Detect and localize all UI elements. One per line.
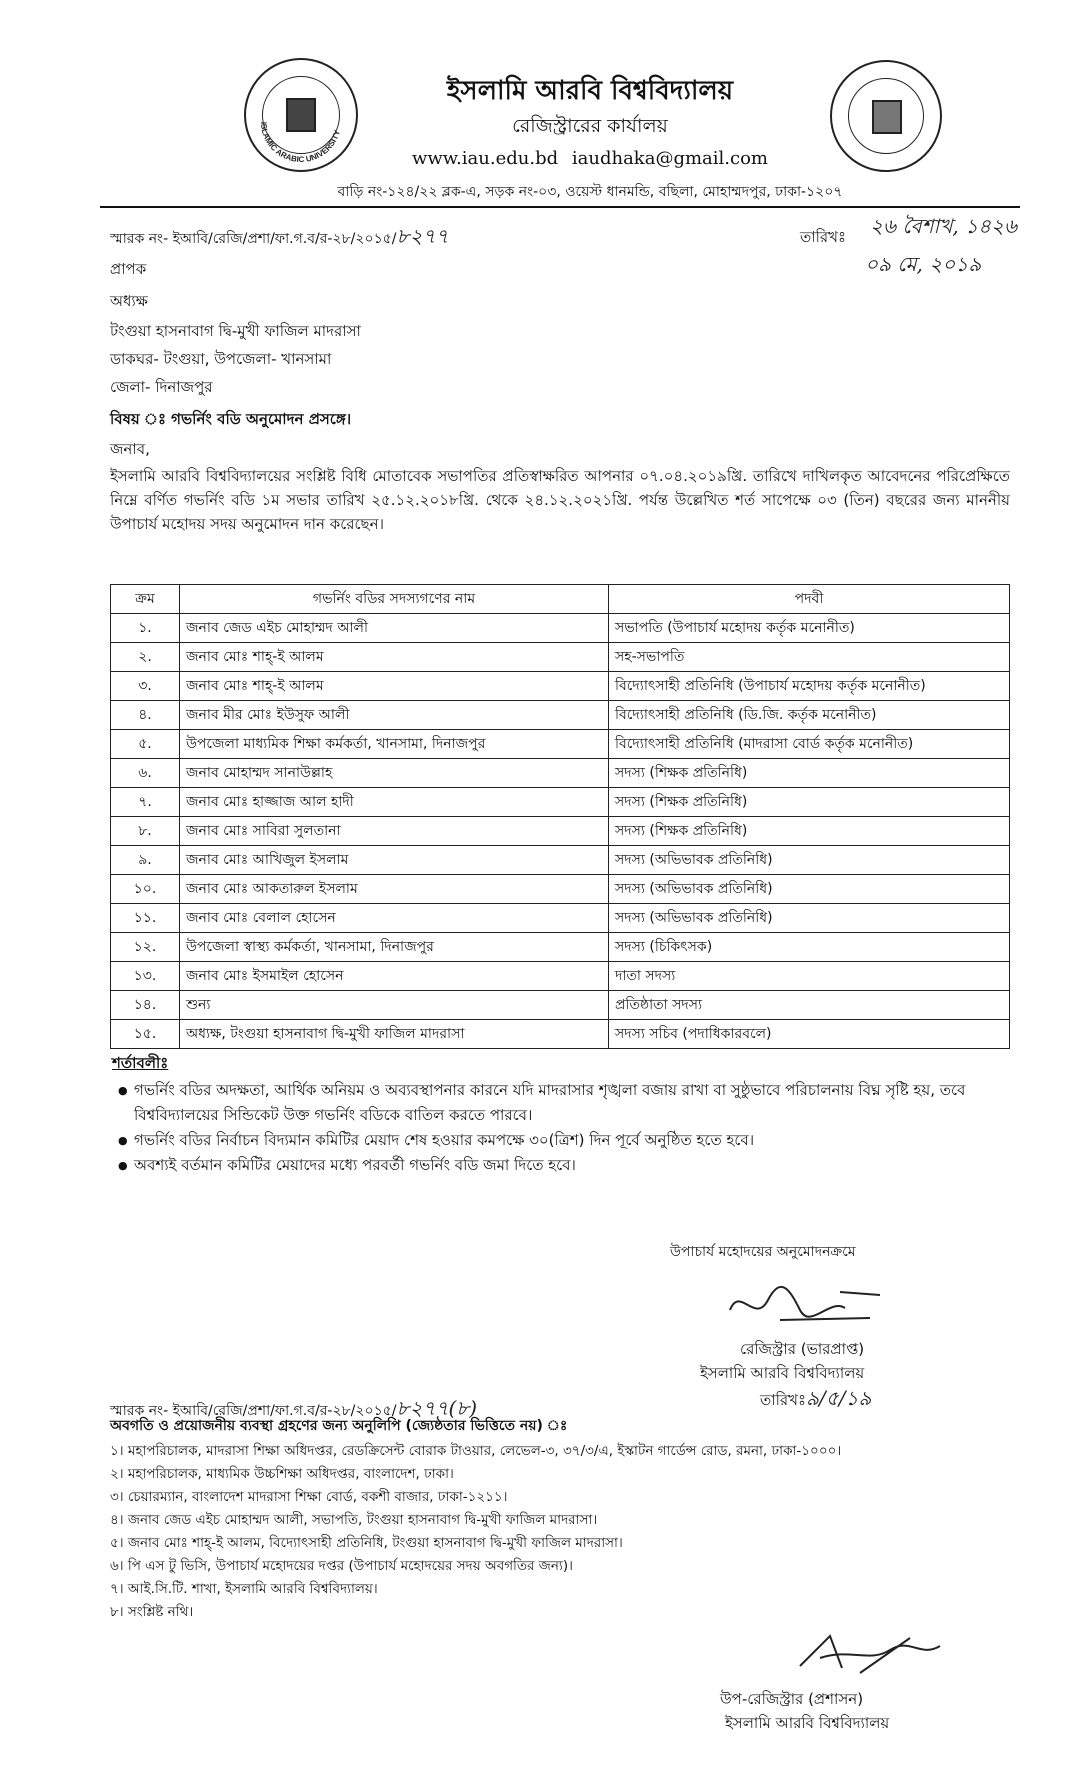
cell-post: দাতা সদস্য: [609, 962, 1010, 991]
university-name: ইসলামি আরবি বিশ্ববিদ্যালয়: [446, 76, 734, 106]
cell-member-name: জনাব মোঃ হাজ্জাজ আল হাদী: [180, 788, 609, 817]
recipient-designation: অধ্যক্ষ: [110, 292, 148, 310]
cell-member-name: জনাব মোঃ সাবিরা সুলতানা: [180, 817, 609, 846]
cell-post: বিদ্যোৎসাহী প্রতিনিধি (ডি.জি. কর্তৃক মনোনীত): [609, 701, 1010, 730]
header-post: পদবী: [609, 585, 1010, 614]
table-row: [111, 846, 1010, 875]
registrar-title: রেজিস্ট্রার (ভারপ্রাপ্ত): [740, 1340, 865, 1358]
table-row: [111, 614, 1010, 643]
recipient-institution: টংগুয়া হাসনাবাগ দ্বি-মুখী ফাজিল মাদরাসা: [110, 322, 361, 340]
cell-serial: ৮.: [111, 817, 180, 846]
cell-serial: ১০.: [111, 875, 180, 904]
table-row: [111, 730, 1010, 759]
registrar-date-label: তারিখঃ: [760, 1391, 806, 1409]
recipient-district: জেলা- দিনাজপুর: [110, 378, 213, 396]
logo-ring-text: [246, 60, 356, 170]
cell-post: সদস্য (শিক্ষক প্রতিনিধি): [609, 759, 1010, 788]
cell-post: সদস্য (শিক্ষক প্রতিনিধি): [609, 788, 1010, 817]
condition-item: ● অবশ্যই বর্তমান কমিটির মেয়াদের মধ্যে পরবর্তী গভর্নিং বডি জমা দিতে হবে।: [118, 1153, 1008, 1178]
cell-member-name: জনাব মোঃ শাহ্-ই আলম: [180, 643, 609, 672]
cell-post: সভাপতি (উপাচার্য মহোদয় কর্তৃক মনোনীত): [609, 614, 1010, 643]
cell-member-name: জনাব মোঃ ইসমাইল হোসেন: [180, 962, 609, 991]
date-gregorian-handwritten: ০৯ মে, ২০১৯: [865, 252, 982, 276]
cell-member-name: উপজেলা মাধ্যমিক শিক্ষা কর্মকর্তা, খানসামা, দিনাজপুর: [180, 730, 609, 759]
cell-serial: ৭.: [111, 788, 180, 817]
memo-number-hand: ৮২৭৭: [396, 224, 449, 248]
deputy-registrar-signature: [790, 1628, 950, 1678]
cell-post: বিদ্যোৎসাহী প্রতিনিধি (মাদরাসা বোর্ড কর্তৃক মনোনীত): [609, 730, 1010, 759]
registrar-date-hand: ৯/৫/১৯: [806, 1386, 872, 1410]
cell-member-name: জনাব মোঃ আকতারুল ইসলাম: [180, 875, 609, 904]
cell-member-name: জনাব মোঃ শাহ্-ই আলম: [180, 672, 609, 701]
cell-serial: ৯.: [111, 846, 180, 875]
cell-member-name: জনাব মোঃ আখিজুল ইসলাম: [180, 846, 609, 875]
deputy-registrar-university: ইসলামি আরবি বিশ্ববিদ্যালয়: [725, 1714, 890, 1732]
cell-member-name: জনাব মোহাম্মদ সানাউল্লাহ: [180, 759, 609, 788]
copy-recipient-item: ৬। পি এস টু ভিসি, উপাচার্য মহোদয়ের দপ্তর (উপাচার্য মহোদয়ের সদয় অবগতির জন্য)।: [110, 1558, 573, 1574]
cell-post: সদস্য (চিকিৎসক): [609, 933, 1010, 962]
copy-recipient-item: ৮। সংশ্লিষ্ট নথি।: [110, 1604, 194, 1620]
mujib-year-logo: [830, 60, 942, 172]
cell-post: সদস্য সচিব (পদাধিকারবলে): [609, 1020, 1010, 1049]
cell-serial: ১২.: [111, 933, 180, 962]
conditions-title: শর্তাবলীঃ: [112, 1054, 169, 1072]
registrar-university: ইসলামি আরবি বিশ্ববিদ্যালয়: [700, 1364, 865, 1382]
deputy-registrar-title: উপ-রেজিস্ট্রার (প্রশাসন): [720, 1690, 864, 1708]
table-row: [111, 1020, 1010, 1049]
governing-body-table: [110, 584, 1010, 1049]
office-address: বাড়ি নং-১২৪/২২ ব্লক-এ, সড়ক নং-০৩, ওয়েস্ট ধানমন্ডি, বছিলা, মোহাম্মদপুর, ঢাকা-১২০৭: [337, 184, 843, 200]
salutation: জনাব,: [110, 440, 150, 458]
cell-member-name: অধ্যক্ষ, টংগুয়া হাসনাবাগ দ্বি-মুখী ফাজিল মাদরাসা: [180, 1020, 609, 1049]
table-row: [111, 904, 1010, 933]
copy-recipients-list: [110, 1440, 1010, 1624]
cell-member-name: উপজেলা স্বাস্থ্য কর্মকর্তা, খানসামা, দিনাজপুর: [180, 933, 609, 962]
table-row: [111, 817, 1010, 846]
copy-recipient-item: ৪। জনাব জেড এইচ মোহাম্মদ আলী, সভাপতি, টংগুয়া হাসনাবাগ দ্বি-মুখী ফাজিল মাদরাসা।: [110, 1512, 598, 1528]
condition-item: ● গভর্নিং বডির নির্বাচন বিদ্যমান কমিটির মেয়াদ শেষ হওয়ার কমপক্ষে ৩০(ত্রিশ) দিন পূর্বে অনুষ্ঠিত হতে হবে।: [118, 1128, 1008, 1153]
cell-serial: ৬.: [111, 759, 180, 788]
cell-post: সদস্য (অভিভাবক প্রতিনিধি): [609, 846, 1010, 875]
cell-serial: ৫.: [111, 730, 180, 759]
copy-memo-text: স্মারক নং- ইআবি/রেজি/প্রশা/ফা.গ.ব/র-২৮/২০১৫/: [110, 1403, 397, 1419]
date-bangla-handwritten: ২৬ বৈশাখ, ১৪২৬: [870, 214, 1018, 238]
copy-memo-hand: ৮২৭৭(৮): [396, 1396, 478, 1420]
cell-serial: ১.: [111, 614, 180, 643]
cell-post: বিদ্যোৎসাহী প্রতিনিধি (উপাচার্য মহোদয় কর্তৃক মনোনীত): [609, 672, 1010, 701]
registrar-date: [760, 1384, 871, 1417]
subject-line: বিষয় ঃ গভর্নিং বডি অনুমোদন প্রসঙ্গে।: [110, 410, 352, 428]
copy-recipient-item: ২। মহাপরিচালক, মাধ্যমিক উচ্চশিক্ষা অধিদপ্তর, বাংলাদেশ, ঢাকা।: [110, 1466, 454, 1482]
cell-serial: ১৫.: [111, 1020, 180, 1049]
contact-line: [360, 148, 820, 169]
copy-recipient-item: ৩। চেয়ারম্যান, বাংলাদেশ মাদরাসা শিক্ষা বোর্ড, বকশী বাজার, ঢাকা-১২১১।: [110, 1489, 508, 1505]
table-row: [111, 875, 1010, 904]
copy-recipient-item: ৫। জনাব মোঃ শাহ্-ই আলম, বিদ্যোৎসাহী প্রতিনিধি, টংগুয়া হাসনাবাগ দ্বি-মুখী ফাজিল মাদরাসা।: [110, 1535, 623, 1551]
cell-member-name: শুন্য: [180, 991, 609, 1020]
conditions-list: [118, 1078, 1008, 1178]
cell-post: প্রতিষ্ঠাতা সদস্য: [609, 991, 1010, 1020]
condition-item: ● গভর্নিং বডির অদক্ষতা, আর্থিক অনিয়ম ও অব্যবস্থাপনার কারনে যদি মাদরাসার শৃঙ্খলা বজায় রাখা বা সুষ্ঠুভাবে পরিচালনায় বিঘ্ন সৃষ্টি হয়, তবে বিশ্ববিদ্যালয়ের সিন্ডিকেট উক্ত গভর্নিং বডিকে বাতিল করতে পারবে।: [118, 1078, 1008, 1128]
cell-serial: ৪.: [111, 701, 180, 730]
copy-recipient-item: ১। মহাপরিচালক, মাদরাসা শিক্ষা অধিদপ্তর, রেডক্রিসেন্ট বোরাক টাওয়ার, লেভেল-৩, ৩৭/৩/এ, ইস্কাটন গার্ডেন্স রোড, রমনা, ঢাকা-১০০০।: [110, 1443, 842, 1459]
table-body: [111, 614, 1010, 1049]
cell-member-name: জনাব মোঃ বেলাল হোসেন: [180, 904, 609, 933]
memo-number-text: স্মারক নং- ইআবি/রেজি/প্রশা/ফা.গ.ব/র-২৮/২০১৫/: [110, 231, 397, 247]
table-row: [111, 672, 1010, 701]
approval-note: উপাচার্য মহোদয়ের অনুমোদনক্রমে: [670, 1244, 856, 1260]
cell-post: সদস্য (শিক্ষক প্রতিনিধি): [609, 817, 1010, 846]
table-row: [111, 788, 1010, 817]
copy-title: অবগতি ও প্রয়োজনীয় ব্যবস্থা গ্রহণের জন্য অনুলিপি (জ্যেষ্ঠতার ভিত্তিতে নয়) ঃ: [110, 1418, 568, 1434]
cell-post: সহ-সভাপতি: [609, 643, 1010, 672]
cell-post: সদস্য (অভিভাবক প্রতিনিধি): [609, 875, 1010, 904]
cell-serial: ২.: [111, 643, 180, 672]
table-row: [111, 933, 1010, 962]
website-link[interactable]: www.iau.edu.bd: [411, 148, 559, 169]
cell-member-name: জনাব মীর মোঃ ইউসুফ আলী: [180, 701, 609, 730]
recipient-label: প্রাপক: [110, 260, 147, 278]
svg-text:ISLAMIC ARABIC UNIVERSITY: ISLAMIC ARABIC UNIVERSITY: [258, 121, 342, 165]
table-row: [111, 701, 1010, 730]
copy-recipient-item: ৭। আই.সি.টি. শাখা, ইসলামি আরবি বিশ্ববিদ্যালয়।: [110, 1581, 378, 1597]
cell-post: সদস্য (অভিভাবক প্রতিনিধি): [609, 904, 1010, 933]
cell-serial: ১৪.: [111, 991, 180, 1020]
recipient-post-office: ডাকঘর- টংগুয়া, উপজেলা- খানসামা: [110, 350, 332, 368]
header-member-name: গভর্নিং বডির সদস্যগণের নাম: [180, 585, 609, 614]
date-label: তারিখঃ: [800, 228, 846, 246]
table-row: [111, 962, 1010, 991]
cell-serial: ৩.: [111, 672, 180, 701]
office-name: রেজিস্ট্রারের কার্যালয়: [512, 115, 668, 137]
registrar-signature: [720, 1280, 890, 1332]
table-row: [111, 643, 1010, 672]
letterhead-divider: [100, 206, 1020, 208]
university-logo: [244, 58, 358, 172]
cell-serial: ১৩.: [111, 962, 180, 991]
cell-member-name: জনাব জেড এইচ মোহাম্মদ আলী: [180, 614, 609, 643]
header-serial: ক্রম: [111, 585, 180, 614]
table-header-row: [111, 585, 1010, 614]
table-row: [111, 759, 1010, 788]
memo-number: [110, 222, 448, 255]
table-row: [111, 991, 1010, 1020]
cell-serial: ১১.: [111, 904, 180, 933]
body-paragraph: ইসলামি আরবি বিশ্ববিদ্যালয়ের সংশ্লিষ্ট বিধি মোতাবেক সভাপতির প্রতিস্বাক্ষরিত আপনার ০৭.০৪.২০১৯খ্রি. তারিখে দাখিলকৃত আবেদনের পরিপ্রেক্ষিতে নিম্নে বর্ণিত গভর্নিং বডি ১ম সভার তারিখ ২৫.১২.২০১৮খ্রি. থেকে ২৪.১২.২০২১খ্রি. পর্যন্ত উল্লেখিত শর্ত সাপেক্ষে ০৩ (তিন) বছরের জন্য মাননীয় উপাচার্য মহোদয় সদয় অনুমোদন দান করেছেন।: [110, 467, 1010, 533]
email-link[interactable]: iaudhaka@gmail.com: [571, 148, 768, 169]
